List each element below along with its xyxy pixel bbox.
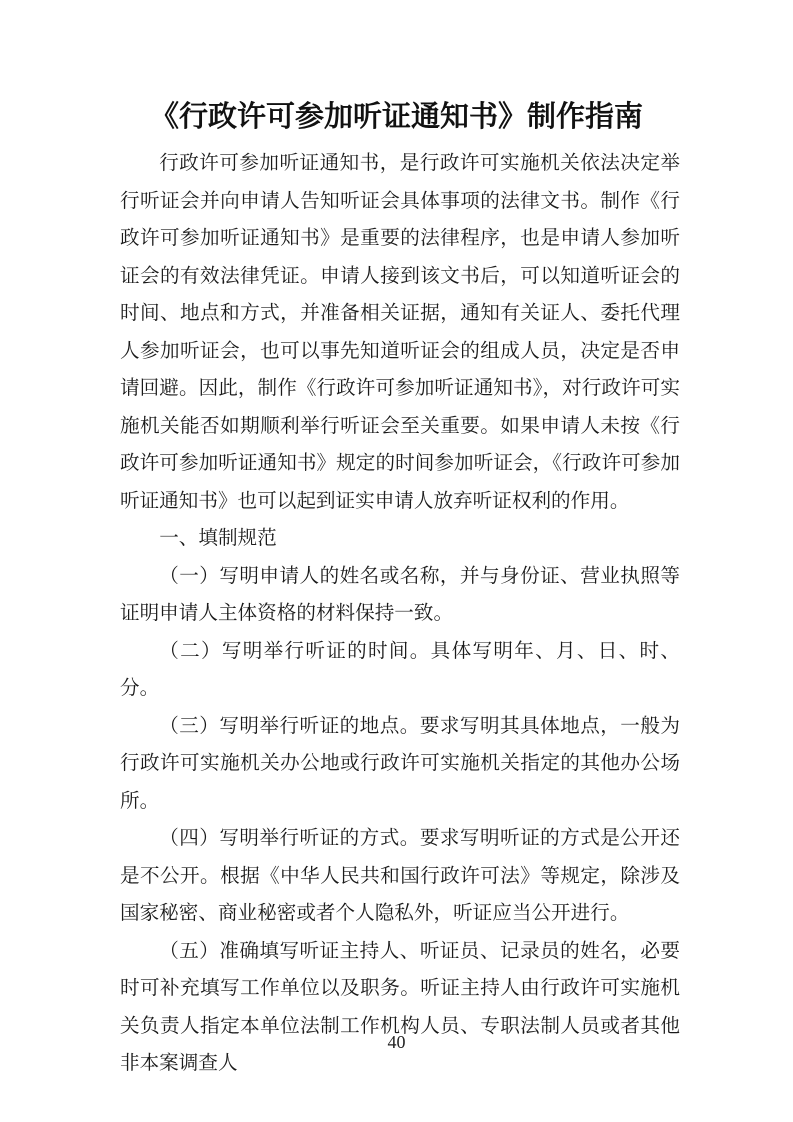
rule-item-4: （四）写明举行听证的方式。要求写明听证的方式是公开还是不公开。根据《中华人民共和国行政许可法》等规定，除涉及国家秘密、商业秘密或者个人隐私外，听证应当公开进行。 <box>120 826 680 924</box>
rule-item-3: （三）写明举行听证的地点。要求写明其具体地点，一般为行政许可实施机关办公地或行政许可实施机关指定的其他办公场所。 <box>120 713 680 812</box>
document-body <box>120 144 680 1082</box>
intro-paragraph: 行政许可参加听证通知书，是行政许可实施机关依法决定举行听证会并向申请人告知听证会具体事项的法律文书。制作《行政许可参加听证通知书》是重要的法律程序，也是申请人参加听证会的有效法律凭证。申请人接到该文书后，可以知道听证会的时间、地点和方式，并准备相关证据，通知有关证人、委托代理人参加听证会，也可以事先知道听证会的组成人员，决定是否申请回避。因此，制作《行政许可参加听证通知书》，对行政许可实施机关能否如期顺利举行听证会至关重要。如果申请人未按《行政许可参加听证通知书》规定的时间参加听证会，《行政许可参加听证通知书》也可以起到证实申请人放弃听证权利的作用。 <box>120 151 680 512</box>
document-title: 《行政许可参加听证通知书》制作指南 <box>149 99 643 133</box>
rule-item-1: （一）写明申请人的姓名或名称，并与身份证、营业执照等证明申请人主体资格的材料保持一致。 <box>120 563 680 624</box>
page-number: 40 <box>387 1032 406 1052</box>
rule-item-5: （五）准确填写听证主持人、听证员、记录员的姓名，必要时可补充填写工作单位以及职务。听证主持人由行政许可实施机关负责人指定本单位法制工作机构人员、专职法制人员或者其他非本案调查人 <box>120 938 680 1074</box>
section-heading-filling-rules: 一、填制规范 <box>159 526 277 549</box>
rule-item-2: （二）写明举行听证的时间。具体写明年、月、日、时、分。 <box>120 638 680 699</box>
